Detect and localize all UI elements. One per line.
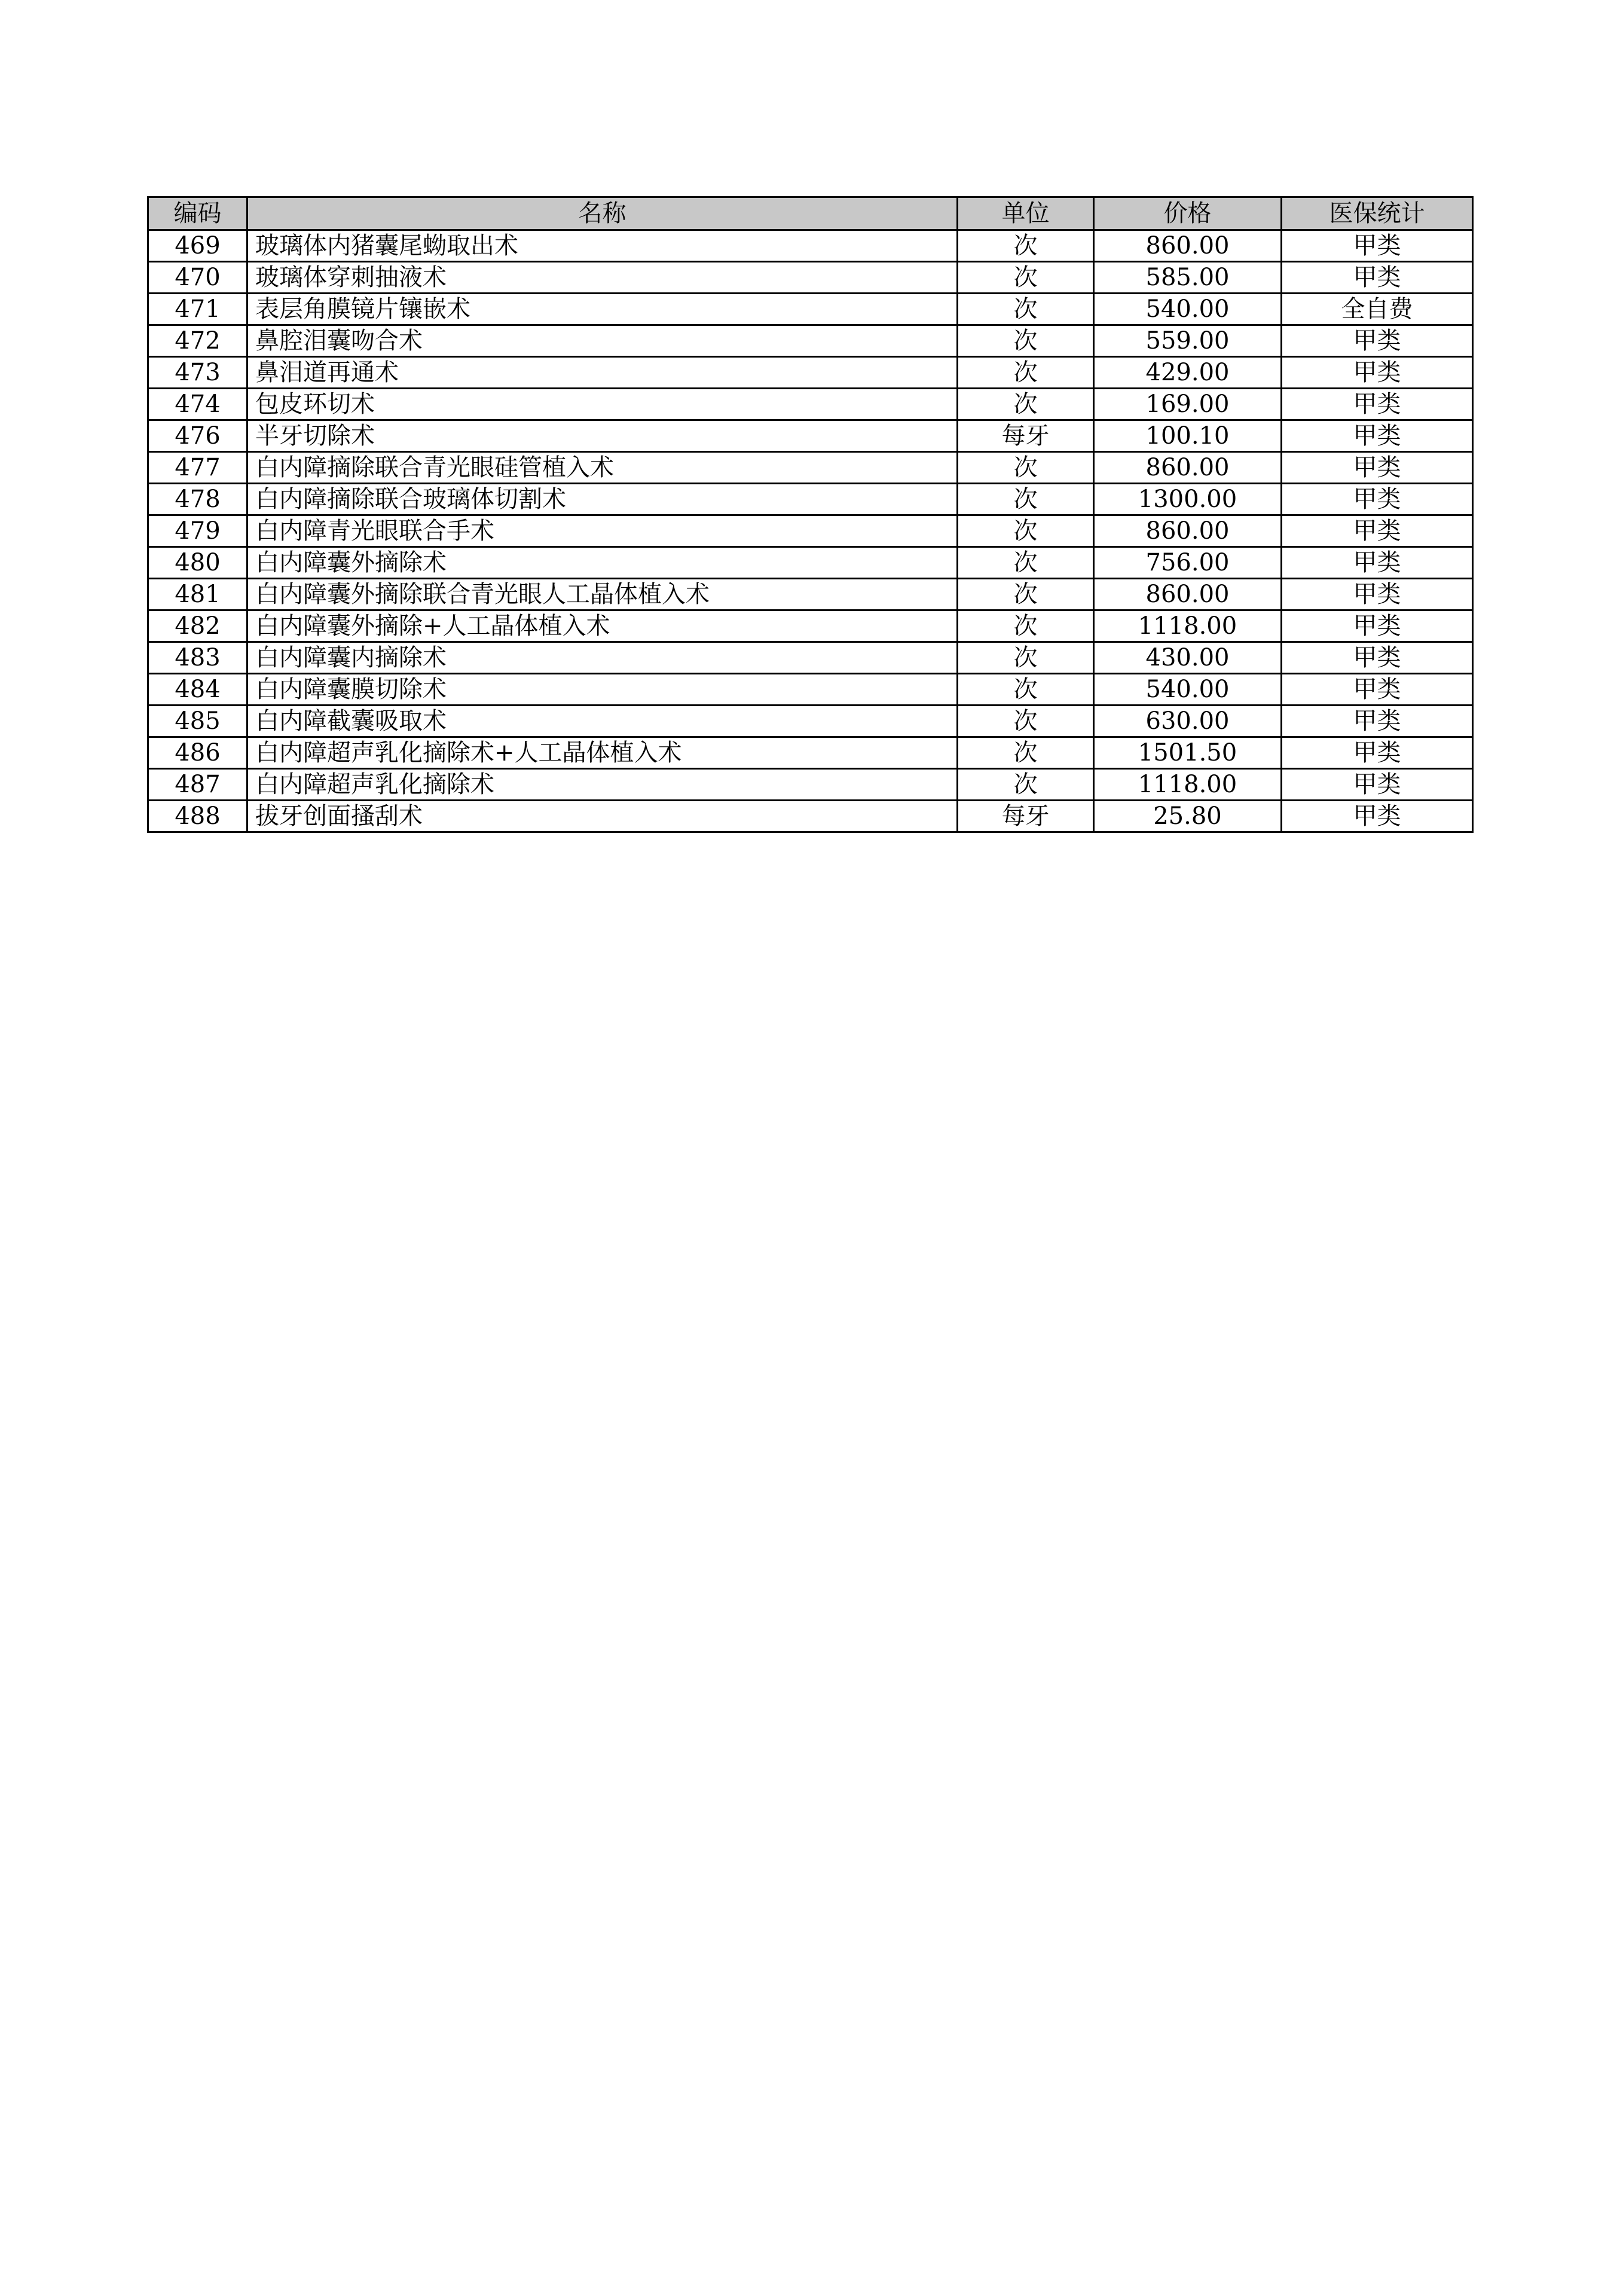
table-row [148,674,1473,706]
insurance-cell: 甲类 [1282,515,1473,547]
table-row [148,515,1473,547]
name-cell: 鼻泪道再通术 [247,357,958,389]
code-cell: 478 [148,484,247,515]
price-cell: 559.00 [1094,325,1282,357]
table-row [148,769,1473,801]
price-cell: 430.00 [1094,642,1282,674]
insurance-cell: 甲类 [1282,801,1473,832]
name-cell: 白内障超声乳化摘除术+人工晶体植入术 [247,737,958,769]
code-cell: 486 [148,737,247,769]
price-cell: 25.80 [1094,801,1282,832]
unit-cell: 次 [958,389,1094,420]
name-cell: 白内障囊内摘除术 [247,642,958,674]
code-cell: 471 [148,294,247,325]
table-header [148,197,1473,230]
unit-cell: 次 [958,642,1094,674]
insurance-cell: 甲类 [1282,769,1473,801]
unit-cell: 次 [958,579,1094,610]
insurance-cell: 甲类 [1282,325,1473,357]
table-row [148,357,1473,389]
table-row [148,706,1473,737]
code-cell: 472 [148,325,247,357]
code-cell: 485 [148,706,247,737]
name-cell: 玻璃体穿刺抽液术 [247,262,958,294]
name-cell: 包皮环切术 [247,389,958,420]
insurance-cell: 甲类 [1282,706,1473,737]
unit-cell: 次 [958,547,1094,579]
table-row [148,389,1473,420]
name-cell: 白内障超声乳化摘除术 [247,769,958,801]
price-cell: 585.00 [1094,262,1282,294]
table-row [148,230,1473,262]
unit-cell: 次 [958,484,1094,515]
insurance-cell: 甲类 [1282,357,1473,389]
insurance-cell: 甲类 [1282,642,1473,674]
table-row [148,420,1473,452]
table-body [148,230,1473,832]
price-table [147,196,1474,833]
table-row [148,325,1473,357]
table-row [148,610,1473,642]
unit-cell: 次 [958,325,1094,357]
name-cell: 白内障囊外摘除+人工晶体植入术 [247,610,958,642]
price-cell: 860.00 [1094,515,1282,547]
unit-cell: 每牙 [958,420,1094,452]
code-cell: 473 [148,357,247,389]
insurance-cell: 甲类 [1282,737,1473,769]
header-name: 名称 [247,197,958,230]
unit-cell: 次 [958,357,1094,389]
header-row [148,197,1473,230]
header-insurance: 医保统计 [1282,197,1473,230]
price-cell: 429.00 [1094,357,1282,389]
price-cell: 1118.00 [1094,610,1282,642]
table-row [148,801,1473,832]
unit-cell: 次 [958,706,1094,737]
unit-cell: 次 [958,610,1094,642]
name-cell: 鼻腔泪囊吻合术 [247,325,958,357]
header-price: 价格 [1094,197,1282,230]
unit-cell: 次 [958,262,1094,294]
table-row [148,452,1473,484]
code-cell: 477 [148,452,247,484]
name-cell: 白内障摘除联合玻璃体切割术 [247,484,958,515]
code-cell: 470 [148,262,247,294]
price-cell: 540.00 [1094,674,1282,706]
price-cell: 100.10 [1094,420,1282,452]
code-cell: 484 [148,674,247,706]
code-cell: 487 [148,769,247,801]
insurance-cell: 甲类 [1282,452,1473,484]
unit-cell: 次 [958,515,1094,547]
table-row [148,294,1473,325]
price-cell: 1300.00 [1094,484,1282,515]
price-cell: 860.00 [1094,230,1282,262]
name-cell: 白内障截囊吸取术 [247,706,958,737]
name-cell: 白内障青光眼联合手术 [247,515,958,547]
name-cell: 拔牙创面搔刮术 [247,801,958,832]
insurance-cell: 甲类 [1282,579,1473,610]
price-cell: 1501.50 [1094,737,1282,769]
insurance-cell: 甲类 [1282,262,1473,294]
name-cell: 白内障囊膜切除术 [247,674,958,706]
table-row [148,547,1473,579]
name-cell: 表层角膜镜片镶嵌术 [247,294,958,325]
unit-cell: 次 [958,452,1094,484]
unit-cell: 每牙 [958,801,1094,832]
unit-cell: 次 [958,294,1094,325]
unit-cell: 次 [958,230,1094,262]
price-list-sheet [147,196,1472,833]
table-row [148,484,1473,515]
code-cell: 479 [148,515,247,547]
code-cell: 476 [148,420,247,452]
price-cell: 860.00 [1094,579,1282,610]
name-cell: 玻璃体内猪囊尾蚴取出术 [247,230,958,262]
code-cell: 482 [148,610,247,642]
price-cell: 540.00 [1094,294,1282,325]
insurance-cell: 甲类 [1282,230,1473,262]
code-cell: 488 [148,801,247,832]
price-cell: 169.00 [1094,389,1282,420]
unit-cell: 次 [958,674,1094,706]
name-cell: 白内障囊外摘除术 [247,547,958,579]
code-cell: 474 [148,389,247,420]
insurance-cell: 甲类 [1282,610,1473,642]
price-cell: 756.00 [1094,547,1282,579]
table-row [148,262,1473,294]
insurance-cell: 全自费 [1282,294,1473,325]
header-code: 编码 [148,197,247,230]
header-unit: 单位 [958,197,1094,230]
table-row [148,642,1473,674]
name-cell: 半牙切除术 [247,420,958,452]
table-row [148,579,1473,610]
table-row [148,737,1473,769]
price-cell: 860.00 [1094,452,1282,484]
price-cell: 1118.00 [1094,769,1282,801]
code-cell: 481 [148,579,247,610]
insurance-cell: 甲类 [1282,389,1473,420]
code-cell: 480 [148,547,247,579]
insurance-cell: 甲类 [1282,674,1473,706]
price-cell: 630.00 [1094,706,1282,737]
unit-cell: 次 [958,737,1094,769]
insurance-cell: 甲类 [1282,420,1473,452]
insurance-cell: 甲类 [1282,484,1473,515]
insurance-cell: 甲类 [1282,547,1473,579]
code-cell: 469 [148,230,247,262]
name-cell: 白内障摘除联合青光眼硅管植入术 [247,452,958,484]
code-cell: 483 [148,642,247,674]
unit-cell: 次 [958,769,1094,801]
name-cell: 白内障囊外摘除联合青光眼人工晶体植入术 [247,579,958,610]
